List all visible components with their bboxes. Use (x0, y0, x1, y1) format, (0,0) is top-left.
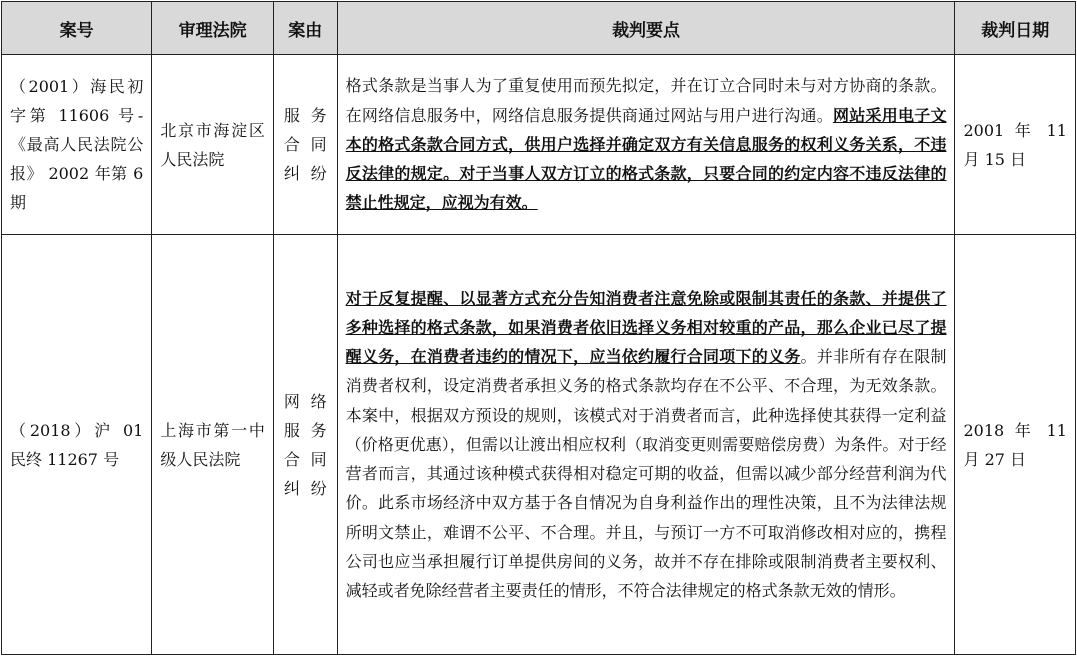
case-table (1, 1, 1076, 655)
court-cell (152, 55, 274, 235)
judgment-date: 2018 年 11 月 27 日 (963, 420, 1067, 469)
case-no-cell (2, 55, 152, 235)
cause-cell (273, 55, 337, 235)
cause-cell (273, 235, 337, 655)
header-date: 裁判日期 (955, 2, 1076, 55)
key-points-cell (337, 235, 955, 655)
court: 北京市海淀区人民法院 (160, 120, 265, 169)
key-points (338, 284, 955, 605)
table-row (2, 235, 1076, 655)
court-cell (152, 235, 274, 655)
key-points-plain: 格式条款是当事人为了重复使用而预先拟定，并在订立合同时未与对方协商的条款。在网络信息服务中，网络信息服务提供商通过网站与用户进行沟通。 (345, 76, 947, 125)
cause: 网络服务合同纠纷 (283, 391, 327, 498)
case-no-cell (2, 235, 152, 655)
header-key-points: 裁判要点 (337, 2, 955, 55)
date-cell (955, 235, 1076, 655)
header-court: 审理法院 (152, 2, 274, 55)
case-no: （2018）沪 01 民终 11267 号 (10, 420, 144, 469)
key-points-emphasis: 对于反复提醒、以显著方式充分告知消费者注意免除或限制其责任的条款、并提供了多种选择的格式条款，如果消费者依旧选择义务相对较重的产品，那么企业已尽了提醒义务，在消费者违约的情况下，应当依约履行合同项下的义务 (345, 288, 947, 367)
key-points (338, 71, 955, 217)
header-cause: 案由 (273, 2, 337, 55)
header-case-no: 案号 (2, 2, 152, 55)
table-header-row (2, 2, 1076, 55)
key-points-emphasis: 网站采用电子文本的格式条款合同方式，供用户选择并确定双方有关信息服务的权利义务关系，不违反法律的规定。对于当事人双方订立的格式条款，只要合同的约定内容不违反法律的禁止性规定，应视为有效。 (345, 105, 947, 213)
case-no: （2001）海民初字第 11606 号-《最高人民法院公报》 2002 年第 6 期 (10, 77, 144, 212)
judgment-date: 2001 年 11 月 15 日 (963, 120, 1067, 169)
court: 上海市第一中级人民法院 (160, 420, 265, 469)
key-points-plain: 。并非所有存在限制消费者权利，设定消费者承担义务的格式条款均存在不公平、不合理，为无效条款。本案中，根据双方预设的规则，该模式对于消费者而言，此种选择使其获得一定利益（价格更优惠），但需以让渡出相应权利（取消变更则需要赔偿房费）为条件。对于经营者而言，其通过该种模式获得相对稳定可期的收益，但需以减少部分经营利润为代价。此系市场经济中双方基于各自情况为自身利益作出的理性决策，且不为法律法规所明文禁止，难谓不公平、不合理。并且，与预订一方不可取消修改相对应的，携程公司也应当承担履行订单提供房间的义务，故并不存在排除或限制消费者主要权利、减轻或者免除经营者主要责任的情形，不符合法律规定的格式条款无效的情形。 (345, 347, 947, 600)
date-cell (955, 55, 1076, 235)
key-points-cell (337, 55, 955, 235)
table-row (2, 55, 1076, 235)
cause: 服务合同纠纷 (283, 106, 327, 183)
